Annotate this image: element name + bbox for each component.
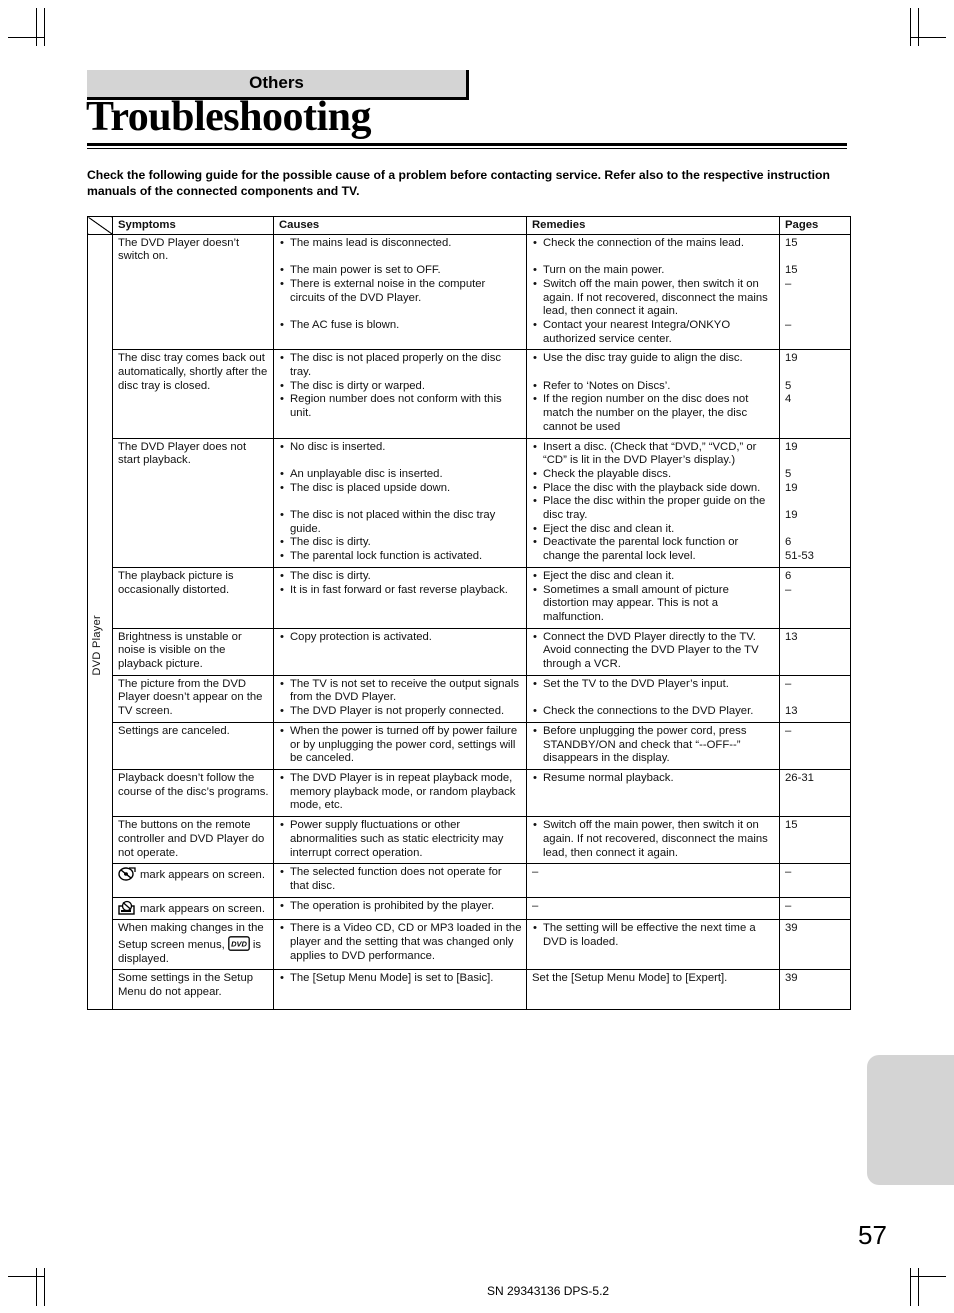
table-row <box>88 722 851 769</box>
page-ref: – <box>785 677 792 690</box>
pages-cell <box>780 628 851 675</box>
column-header-symptoms: Symptoms <box>113 217 274 235</box>
remedies-cell: – <box>527 897 780 920</box>
cause-item: • The mains lead is disconnected. <box>279 237 522 251</box>
page-ref: 19 <box>785 481 798 494</box>
category-cell <box>88 234 113 1009</box>
causes-cell <box>274 920 527 970</box>
remedy-item: • If the region number on the disc does not match the number on the player, the disc cannot be used <box>532 393 775 434</box>
crop-mark <box>918 8 919 46</box>
cause-item: • The main power is set to OFF. <box>279 264 522 278</box>
table-row <box>88 567 851 628</box>
causes-cell <box>274 234 527 350</box>
pages-cell <box>780 897 851 920</box>
causes-cell <box>274 350 527 438</box>
symptom-cell: The playback picture is occasionally distorted. <box>113 567 274 628</box>
symptom-text: mark appears on screen. <box>140 869 265 882</box>
remedy-item: • Connect the DVD Player directly to the TV. Avoid connecting the DVD Player to the TV through a VCR. <box>532 631 775 672</box>
remedies-cell <box>527 817 780 864</box>
causes-cell <box>274 769 527 816</box>
remedies-cell <box>527 920 780 970</box>
page-ref: – <box>785 866 792 879</box>
page-ref: – <box>785 318 792 331</box>
remedy-item: • Insert a disc. (Check that “DVD,” “VCD,” or “CD” is lit in the DVD Player’s display.) <box>532 441 775 468</box>
pages-cell <box>780 817 851 864</box>
page-ref: 19 <box>785 352 798 365</box>
remedy-item: • Check the connections to the DVD Player. <box>532 705 775 719</box>
remedy-item: • Eject the disc and clean it. <box>532 570 775 584</box>
symptom-text: is displayed. <box>118 939 262 965</box>
crop-mark <box>8 1276 44 1277</box>
remedy-item: • Refer to ‘Notes on Discs’. <box>532 380 775 394</box>
page-ref: 15 <box>785 819 798 832</box>
cause-item: • The selected function does not operate for that disc. <box>279 866 522 893</box>
remedy-item: • Check the playable discs. <box>532 468 775 482</box>
remedies-cell <box>527 567 780 628</box>
pages-cell <box>780 438 851 567</box>
footer-code: SN 29343136 DPS-5.2 <box>487 1284 610 1298</box>
pages-cell <box>780 769 851 816</box>
cause-item: • The operation is prohibited by the player. <box>279 900 522 914</box>
page-ref: – <box>785 724 792 737</box>
cause-item: • The disc is placed upside down. <box>279 482 522 496</box>
remedies-cell <box>527 234 780 350</box>
crop-mark <box>910 1276 946 1277</box>
page-ref: 19 <box>785 509 798 521</box>
table-row <box>88 864 851 897</box>
page-ref: – <box>785 277 792 290</box>
cause-item: • Copy protection is activated. <box>279 631 522 645</box>
symptom-cell: Playback doesn’t follow the course of the disc’s programs. <box>113 769 274 816</box>
cause-item: • There is a Video CD, CD or MP3 loaded in the player and the setting that was changed only applies to DVD performance. <box>279 922 522 963</box>
page-ref: 39 <box>785 972 798 985</box>
cause-item: • The DVD Player is not properly connected. <box>279 705 522 719</box>
remedies-cell <box>527 438 780 567</box>
intro-paragraph: Check the following guide for the possible cause of a problem before contacting service. Refer also to the respective instruction manuals of the connected components and TV. <box>87 168 830 198</box>
dvd-logo-text: DVD <box>230 939 247 949</box>
cause-item: • The disc is not placed properly on the disc tray. <box>279 352 522 379</box>
pages-cell <box>780 234 851 350</box>
remedy-item: • Check the connection of the mains lead. <box>532 237 775 251</box>
remedy-item: • The setting will be effective the next time a DVD is loaded. <box>532 922 775 949</box>
remedy-item: • Place the disc with the playback side down. <box>532 482 775 496</box>
page-ref: – <box>785 583 792 596</box>
symptom-cell: Settings are canceled. <box>113 722 274 769</box>
pages-cell <box>780 350 851 438</box>
category-label: DVD Player <box>91 614 103 676</box>
pages-cell <box>780 970 851 1009</box>
causes-cell <box>274 897 527 920</box>
cause-item: • The TV is not set to receive the output signals from the DVD Player. <box>279 678 522 705</box>
cause-item: • There is external noise in the computer circuits of the DVD Player. <box>279 278 522 305</box>
remedy-item: • Contact your nearest Integra/ONKYO authorized service center. <box>532 319 775 346</box>
page-ref: 5 <box>785 467 792 480</box>
crop-mark <box>910 8 911 46</box>
section-label: Others <box>249 73 304 92</box>
cause-item: • The AC fuse is blown. <box>279 319 522 333</box>
symptom-cell <box>113 864 274 897</box>
page-ref: 19 <box>785 440 798 453</box>
symptom-text: When making changes in the Setup screen menus, <box>118 922 264 952</box>
causes-cell <box>274 628 527 675</box>
remedy-item: • Eject the disc and clean it. <box>532 523 775 537</box>
causes-cell <box>274 817 527 864</box>
remedy-item: • Before unplugging the power cord, press STANDBY/ON and check that “--OFF--” disappears in the display. <box>532 725 775 766</box>
player-no-operation-icon <box>118 900 137 915</box>
remedy-item: • Deactivate the parental lock function or change the parental lock level. <box>532 536 775 563</box>
dvd-logo-icon <box>228 936 250 951</box>
table-row <box>88 970 851 1009</box>
crop-mark <box>36 8 37 46</box>
symptom-text: mark appears on screen. <box>140 902 265 915</box>
symptom-cell: Brightness is unstable or noise is visible on the playback picture. <box>113 628 274 675</box>
column-header-causes: Causes <box>274 217 527 235</box>
remedy-item: • Resume normal playback. <box>532 772 775 786</box>
table-row <box>88 897 851 920</box>
remedies-cell <box>527 350 780 438</box>
remedy-item: • Place the disc within the proper guide on the disc tray. <box>532 495 775 522</box>
cause-item: • Region number does not conform with this unit. <box>279 393 522 420</box>
troubleshooting-table <box>87 216 851 1010</box>
remedy-item: • Set the TV to the DVD Player’s input. <box>532 678 775 692</box>
page-ref: 51-53 <box>785 550 814 563</box>
title-rule-thin <box>87 148 847 149</box>
remedies-cell <box>527 769 780 816</box>
page-ref: 6 <box>785 536 792 549</box>
remedies-cell: Set the [Setup Menu Mode] to [Expert]. <box>527 970 780 1009</box>
table-row <box>88 438 851 567</box>
disc-no-operation-icon <box>118 866 137 881</box>
side-tab <box>867 1055 954 1185</box>
crop-mark <box>8 37 44 38</box>
symptom-cell: The DVD Player doesn’t switch on. <box>113 234 274 350</box>
causes-cell <box>274 675 527 722</box>
causes-cell <box>274 438 527 567</box>
symptom-cell <box>113 897 274 920</box>
remedy-item: • Use the disc tray guide to align the disc. <box>532 352 775 366</box>
cause-item: • The disc is dirty. <box>279 536 522 550</box>
crop-mark <box>44 1268 45 1306</box>
pages-cell <box>780 567 851 628</box>
page-number: 57 <box>858 1220 887 1250</box>
symptom-cell: Some settings in the Setup Menu do not appear. <box>113 970 274 1009</box>
cause-item: • The DVD Player is in repeat playback mode, memory playback mode, or random playback mode, etc. <box>279 772 522 813</box>
remedy-item: • Switch off the main power, then switch it on again. If not recovered, disconnect the mains lead, then connect it again. <box>532 278 775 319</box>
cause-item: • The disc is dirty or warped. <box>279 380 522 394</box>
causes-cell <box>274 722 527 769</box>
remedies-cell: – <box>527 864 780 897</box>
pages-cell <box>780 864 851 897</box>
symptom-cell: The DVD Player does not start playback. <box>113 438 274 567</box>
crop-mark <box>918 1268 919 1306</box>
crop-mark <box>36 1268 37 1306</box>
pages-cell <box>780 675 851 722</box>
page-ref: 5 <box>785 379 792 392</box>
column-header-pages: Pages <box>780 217 851 235</box>
pages-cell <box>780 722 851 769</box>
cause-item: • The disc is not placed within the disc tray guide. <box>279 509 522 536</box>
remedies-cell <box>527 675 780 722</box>
cause-item: • The parental lock function is activated. <box>279 550 522 564</box>
symptom-cell: The buttons on the remote controller and DVD Player do not operate. <box>113 817 274 864</box>
cause-item: • An unplayable disc is inserted. <box>279 468 522 482</box>
cause-item: • It is in fast forward or fast reverse playback. <box>279 584 522 598</box>
crop-mark <box>910 1268 911 1306</box>
table-header-row <box>88 217 851 235</box>
pages-cell <box>780 920 851 970</box>
cause-item: • No disc is inserted. <box>279 441 522 455</box>
page-ref: 39 <box>785 922 798 935</box>
symptom-cell <box>113 920 274 970</box>
page-ref: 13 <box>785 705 798 718</box>
page-ref: 15 <box>785 236 798 249</box>
page-ref: 4 <box>785 393 792 406</box>
page-ref: 15 <box>785 264 798 277</box>
remedies-cell <box>527 628 780 675</box>
table-row <box>88 675 851 722</box>
cause-item: • The [Setup Menu Mode] is set to [Basic]. <box>279 972 522 986</box>
title-rule <box>87 143 847 146</box>
table-row <box>88 234 851 350</box>
page-ref: 26-31 <box>785 771 814 784</box>
remedies-cell <box>527 722 780 769</box>
cause-item: • Power supply fluctuations or other abnormalities such as static electricity may interrupt correct operation. <box>279 819 522 860</box>
table-row <box>88 920 851 970</box>
causes-cell <box>274 864 527 897</box>
remedy-item: • Turn on the main power. <box>532 264 775 278</box>
symptom-cell: The disc tray comes back out automatically, shortly after the disc tray is closed. <box>113 350 274 438</box>
table-row <box>88 769 851 816</box>
symptom-cell: The picture from the DVD Player doesn’t appear on the TV screen. <box>113 675 274 722</box>
page-ref: – <box>785 899 792 912</box>
page-ref: 13 <box>785 630 798 643</box>
page-ref: 6 <box>785 569 792 582</box>
page-title: Troubleshooting <box>86 94 372 140</box>
causes-cell <box>274 970 527 1009</box>
cause-item: • The disc is dirty. <box>279 570 522 584</box>
column-header-remedies: Remedies <box>527 217 780 235</box>
table-row <box>88 817 851 864</box>
causes-cell <box>274 567 527 628</box>
cause-item: • When the power is turned off by power failure or by unplugging the power cord, settings will be canceled. <box>279 725 522 766</box>
remedy-item: • Switch off the main power, then switch it on again. If not recovered, disconnect the mains lead, then connect it again. <box>532 819 775 860</box>
crop-mark <box>910 37 946 38</box>
table-row <box>88 350 851 438</box>
table-row <box>88 628 851 675</box>
header-corner-cell <box>88 217 113 235</box>
remedy-item: • Sometimes a small amount of picture distortion may appear. This is not a malfunction. <box>532 584 775 625</box>
crop-mark <box>44 8 45 46</box>
